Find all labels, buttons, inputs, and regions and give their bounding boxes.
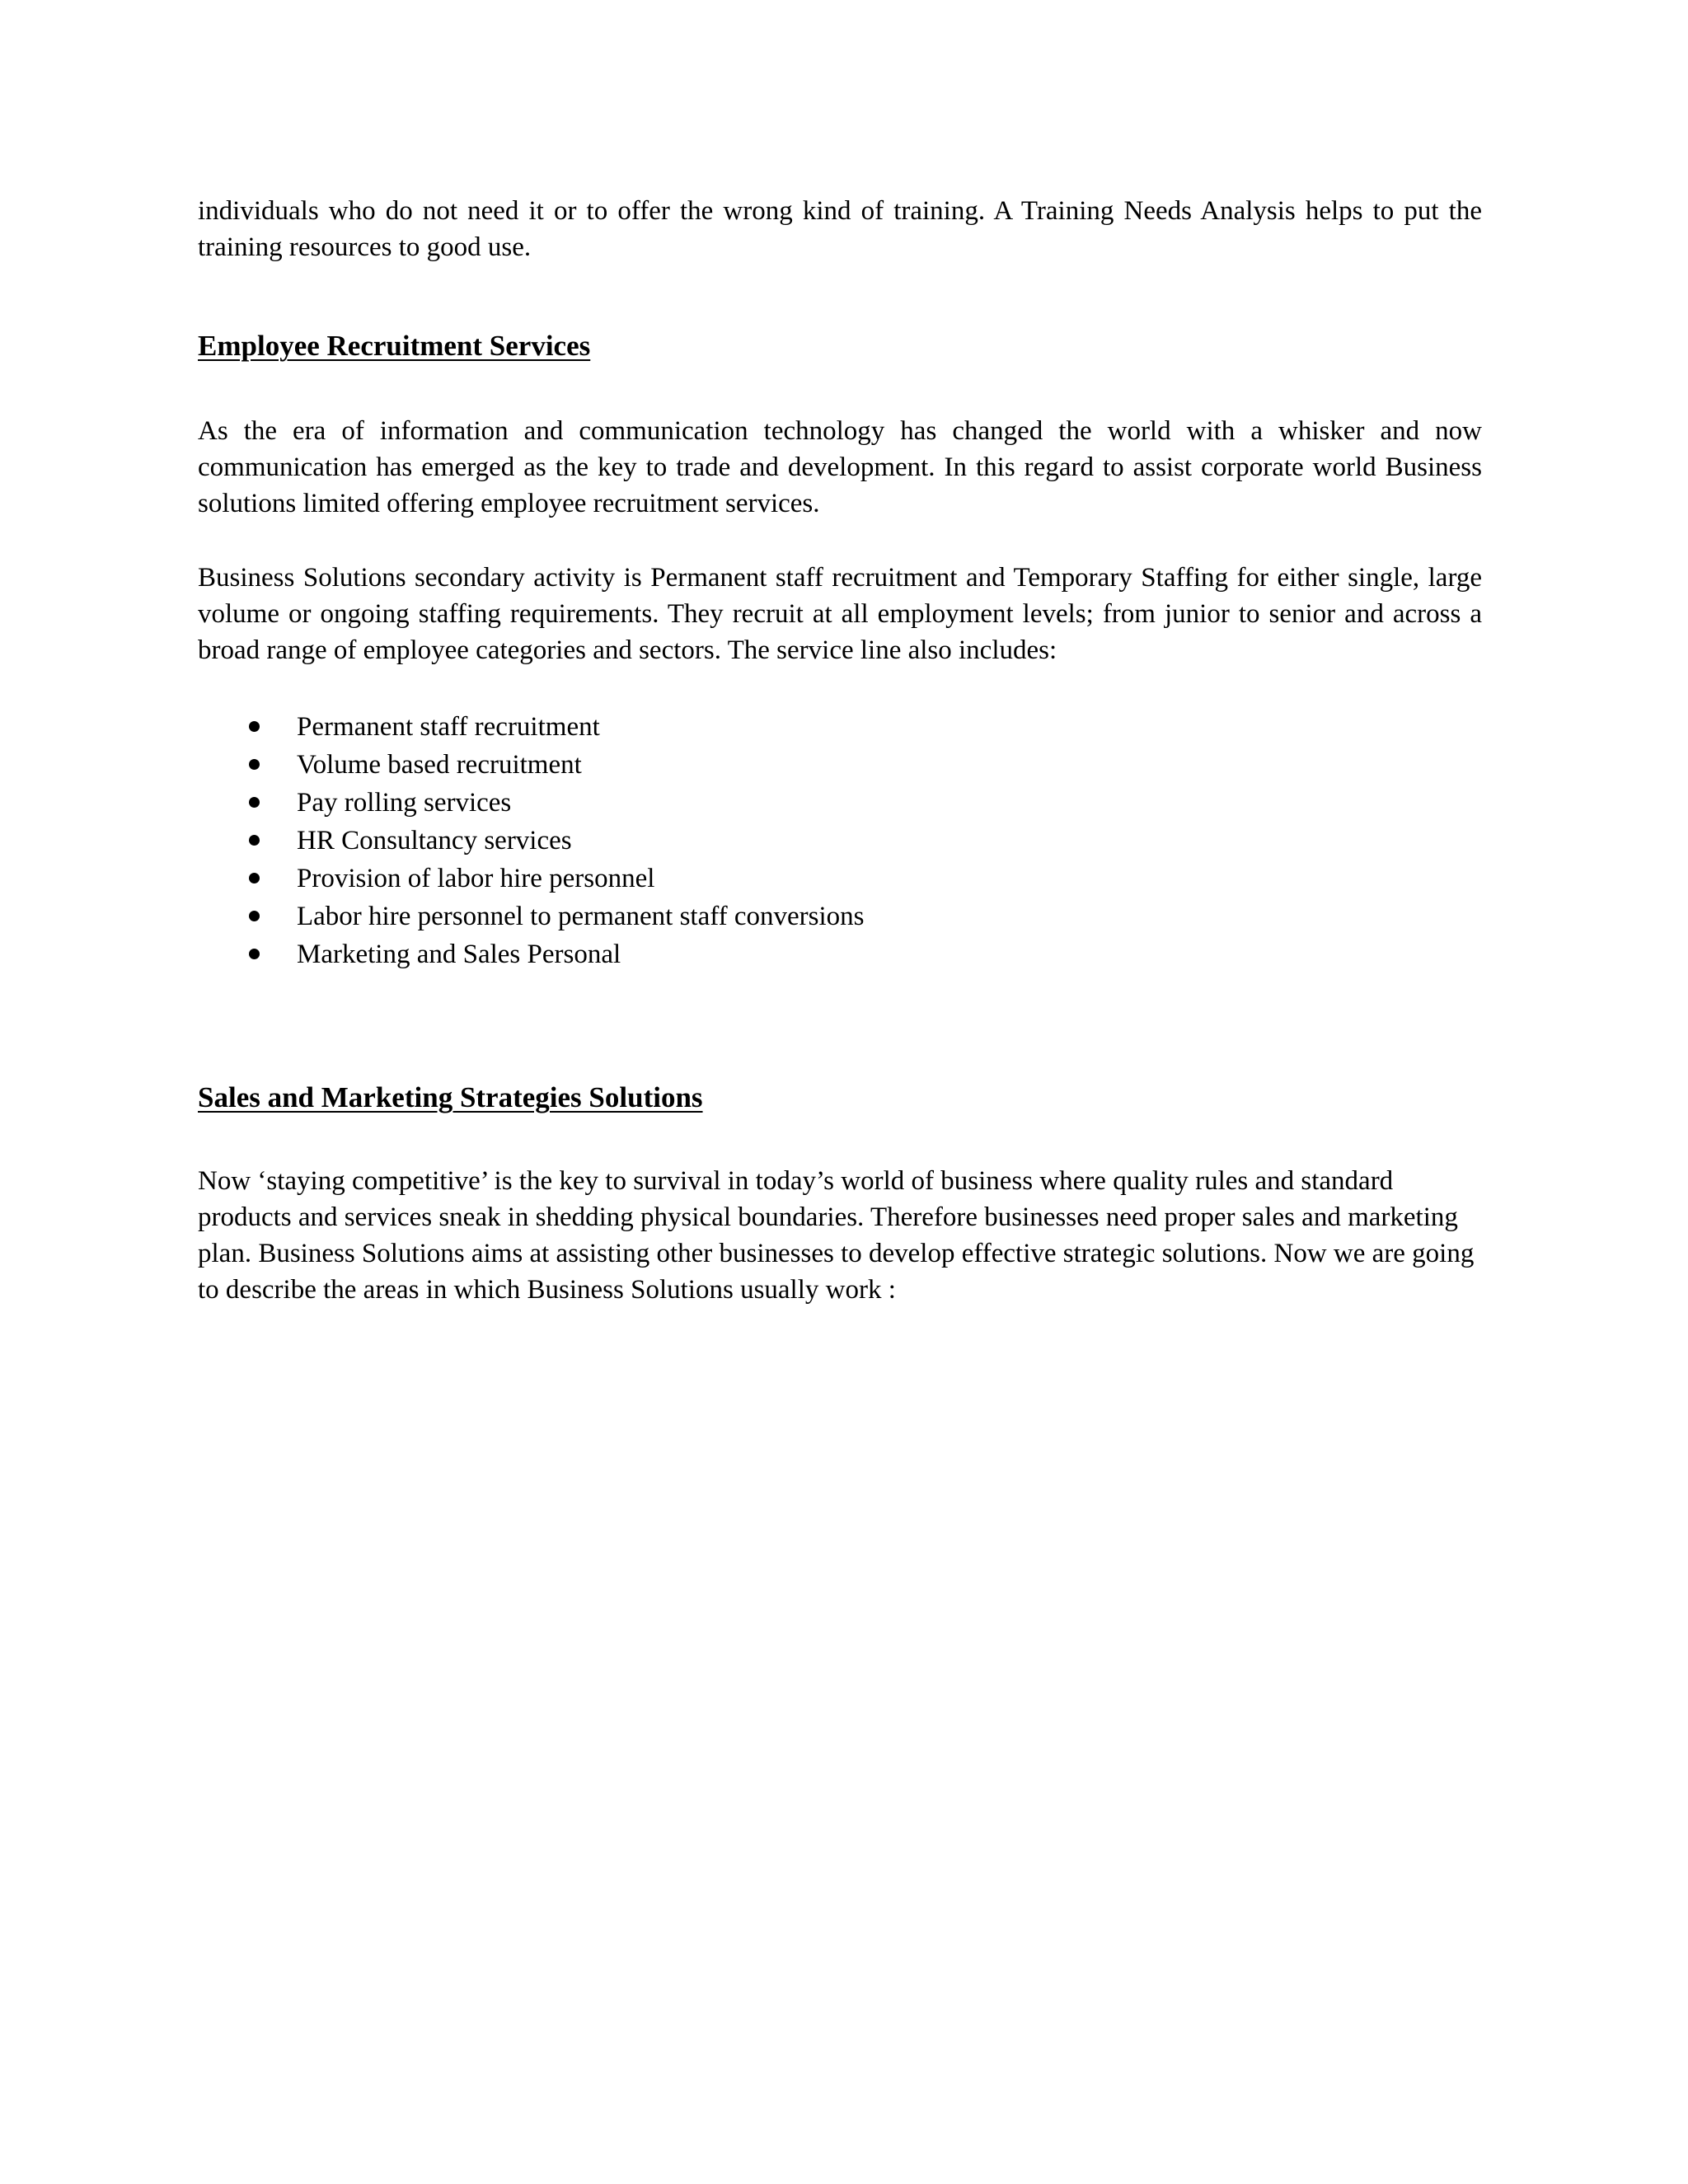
section-heading-recruitment: Employee Recruitment Services	[198, 330, 591, 362]
list-item	[198, 898, 1482, 935]
list-item	[198, 935, 1482, 973]
services-bullet-list	[198, 708, 1482, 973]
list-item-text: HR Consultancy services	[297, 826, 572, 855]
bullet-icon	[249, 873, 260, 883]
list-item	[198, 822, 1482, 860]
list-item-text: Pay rolling services	[297, 788, 512, 818]
recruitment-paragraph-2: Business Solutions secondary activity is Permanent staff recruitment and Temporary Staffing for either single, large volume or ongoing staffing requirements. They recruit at all employment levels; from junior to senior and across a broad range of employee categories and sectors. The service line also includes:	[198, 563, 1482, 665]
bullet-icon	[249, 759, 260, 770]
list-item-text: Marketing and Sales Personal	[297, 940, 621, 969]
list-item-text: Provision of labor hire personnel	[297, 864, 655, 893]
list-item	[198, 708, 1482, 746]
bullet-icon	[249, 911, 260, 921]
sales-marketing-paragraph: Now ‘staying competitive’ is the key to survival in today’s world of business where quality rules and standard products and services sneak in shedding physical boundaries. Therefore businesses need proper sales and marketing plan. Business Solutions aims at assisting other businesses to develop effective strategic solutions. Now we are going to describe the areas in which Business Solutions usually work :	[198, 1166, 1475, 1305]
bullet-icon	[249, 721, 260, 732]
intro-paragraph: individuals who do not need it or to offer the wrong kind of training. A Training Needs Analysis helps to put the training resources to good use.	[198, 196, 1482, 262]
bullet-icon	[249, 797, 260, 808]
recruitment-paragraph-1: As the era of information and communication technology has changed the world with a whisker and now communication has emerged as the key to trade and development. In this regard to assist corporate world Business solutions limited offering employee recruitment services.	[198, 416, 1482, 518]
page-content	[198, 193, 1482, 1308]
bullet-icon	[249, 949, 260, 959]
list-item-text: Labor hire personnel to permanent staff conversions	[297, 902, 865, 931]
list-item	[198, 784, 1482, 822]
list-item-text: Volume based recruitment	[297, 750, 582, 780]
bullet-icon	[249, 835, 260, 846]
section-heading-sales-marketing: Sales and Marketing Strategies Solutions	[198, 1081, 703, 1113]
list-item	[198, 860, 1482, 898]
list-item-text: Permanent staff recruitment	[297, 712, 600, 742]
list-item	[198, 746, 1482, 784]
